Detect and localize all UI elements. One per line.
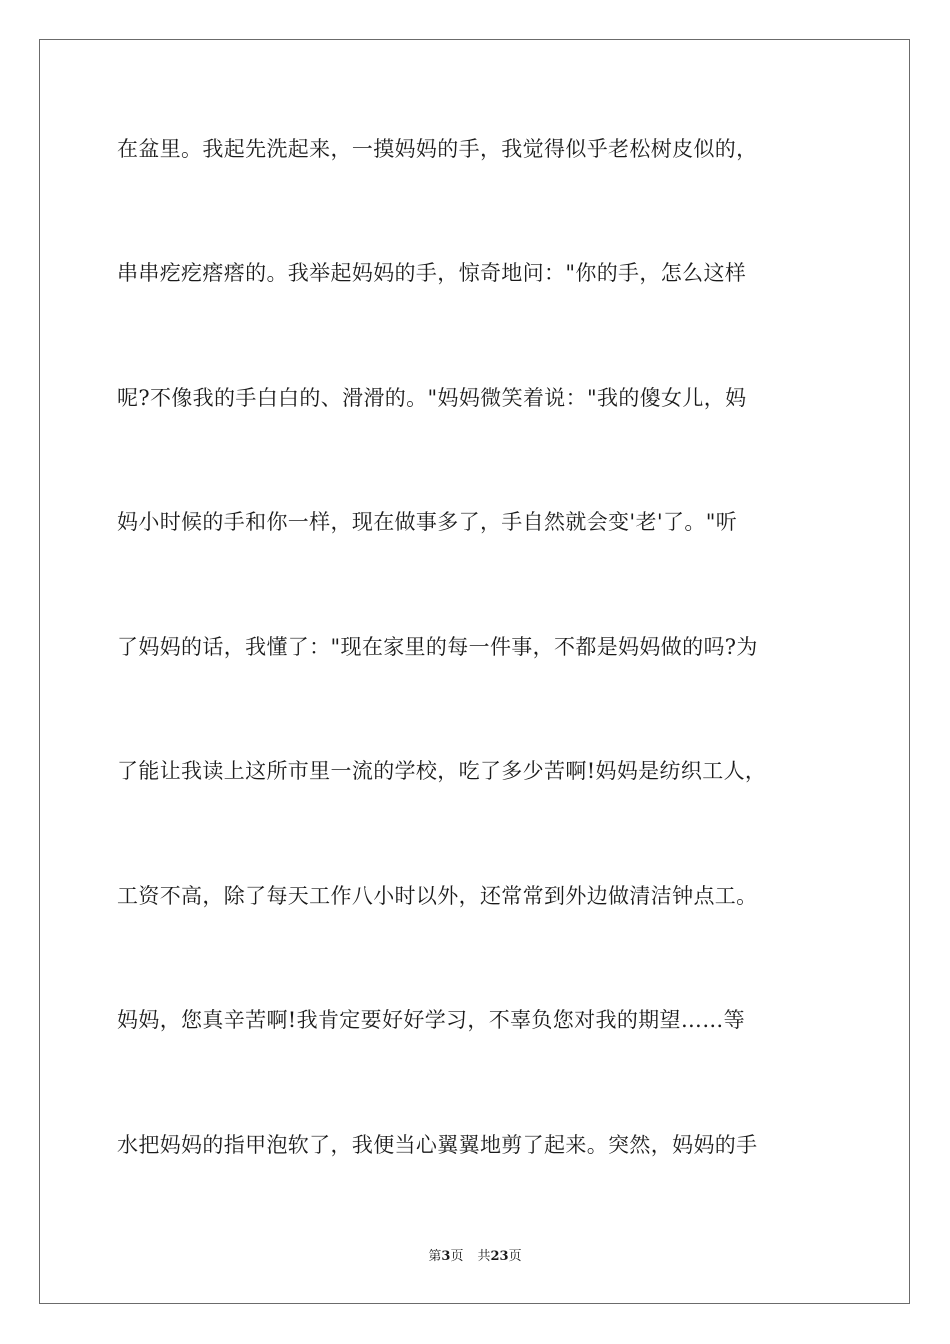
text-line: 了妈妈的话，我懂了："现在家里的每一件事，不都是妈妈做的吗?为: [117, 635, 758, 659]
text-line: 工资不高，除了每天工作八小时以外，还常常到外边做清洁钟点工。: [117, 884, 758, 908]
page-suffix: 页: [450, 1249, 464, 1264]
text-line: 妈妈，您真辛苦啊!我肯定要好好学习，不辜负您对我的期望……等: [117, 1008, 745, 1032]
page-number: 3: [441, 1249, 451, 1264]
total-suffix: 页: [508, 1249, 522, 1264]
text-line: 串串疙疙瘩瘩的。我举起妈妈的手，惊奇地问："你的手，怎么这样: [117, 261, 747, 285]
page-prefix: 第: [428, 1249, 442, 1264]
text-line: 在盆里。我起先洗起来，一摸妈妈的手，我觉得似乎老松树皮似的，: [117, 137, 758, 161]
page-border: [39, 39, 910, 1304]
text-line: 水把妈妈的指甲泡软了，我便当心翼翼地剪了起来。突然，妈妈的手: [117, 1133, 758, 1157]
total-prefix: 共: [477, 1249, 491, 1264]
text-line: 妈小时候的手和你一样，现在做事多了，手自然就会变'老'了。"听: [117, 510, 738, 534]
page-footer: [0, 1249, 950, 1265]
text-line: 了能让我读上这所市里一流的学校，吃了多少苦啊!妈妈是纺织工人，: [117, 759, 767, 783]
text-line: 呢?不像我的手白白的、滑滑的。"妈妈微笑着说："我的傻女儿，妈: [117, 386, 747, 410]
total-pages: 23: [490, 1249, 509, 1264]
